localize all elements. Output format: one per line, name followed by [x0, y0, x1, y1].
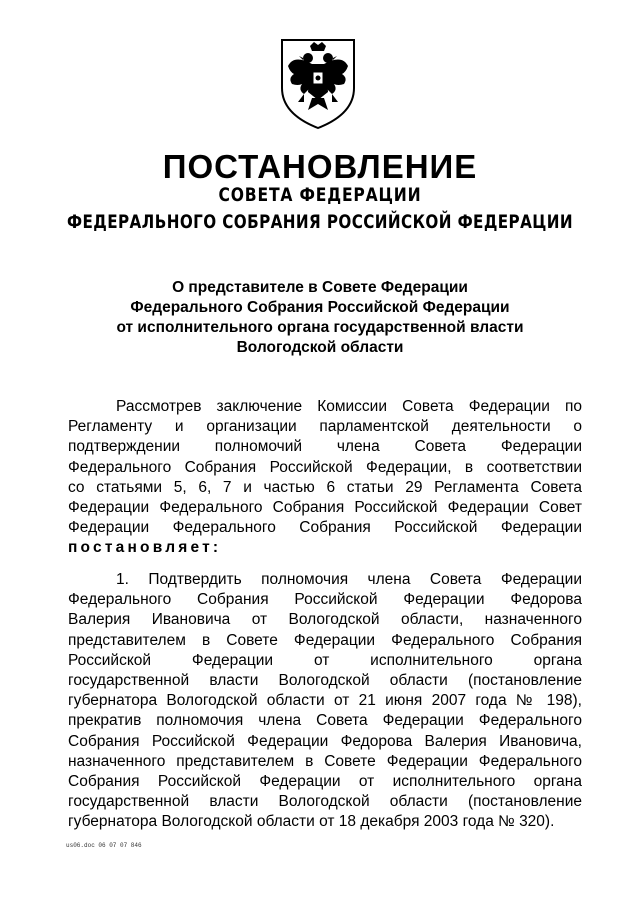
paragraph-line: Федерального Собрания Российской Федерации, в соответствии [68, 458, 582, 476]
document-heading [0, 278, 640, 358]
paragraph-line: губернатора Вологодской области от 18 декабря 2003 года № 320). [68, 813, 555, 831]
paragraph-line: Федерации Федерального Собрания Российской Федерации [68, 519, 582, 537]
paragraph-line: губернатора Вологодской области от 21 июня 2007 года № 198), [68, 692, 582, 710]
paragraph-line: Федерации Федерального Собрания Российской Федерации Совет [68, 498, 582, 516]
paragraph-line: прекратив полномочия члена Совета Федерации Федерального [68, 712, 582, 730]
document-subtitle-line-2: ФЕДЕРАЛЬНОГО СОБРАНИЯ РОССИЙСКОЙ ФЕДЕРАЦИИ [67, 211, 573, 233]
heading-line: О представителе в Совете Федерации [172, 279, 468, 296]
paragraph-line: Собрания Российской Федерации от исполнительного органа [68, 772, 582, 790]
paragraph-line: назначенного представителем в Совете Федерации Федерального [68, 752, 582, 770]
paragraph-line: Рассмотрев заключение Комиссии Совета Федерации по [116, 398, 582, 415]
paragraph-line: представителем в Совете Федерации Федерального Собрания [68, 631, 582, 649]
decree-word: постановляет: [68, 539, 222, 557]
heading-line: от исполнительного органа государственной власти [116, 319, 524, 336]
paragraph-line: подтверждении полномочий члена Совета Федерации [68, 438, 582, 456]
heading-line: Вологодской области [236, 339, 404, 356]
heading-line: Федерального Собрания Российской Федерации [130, 299, 510, 316]
paragraph-line: Валерия Ивановича от Вологодской области, назначенного [68, 611, 582, 629]
paragraph-line: Собрания Российской Федерации Федорова Валерия Ивановича, [68, 732, 582, 750]
russian-coat-of-arms-icon [268, 36, 368, 132]
paragraph-line: Федерального Собрания Российской Федерации Федорова [68, 591, 582, 609]
document-title: ПОСТАНОВЛЕНИЕ [162, 148, 478, 185]
paragraph-line: государственной власти Вологодской области (постановление [68, 671, 582, 689]
paragraph-line: со статьями 5, 6, 7 и частью 6 статьи 29 Регламента Совета [68, 478, 582, 496]
footer-document-code: us06.doc 06 07 07 846 [66, 842, 142, 849]
paragraph-line: Российской Федерации от исполнительного органа [68, 651, 582, 669]
paragraph-line: государственной власти Вологодской области (постановление [68, 793, 582, 811]
paragraph-line: Регламенту и организации парламентской деятельности о [68, 418, 582, 436]
paragraph-line: 1. Подтвердить полномочия члена Совета Федерации [116, 571, 582, 588]
preamble-paragraph [68, 397, 582, 559]
clause-1-paragraph [68, 570, 582, 832]
document-subtitle-line-1: СОВЕТА ФЕДЕРАЦИИ [218, 184, 422, 206]
